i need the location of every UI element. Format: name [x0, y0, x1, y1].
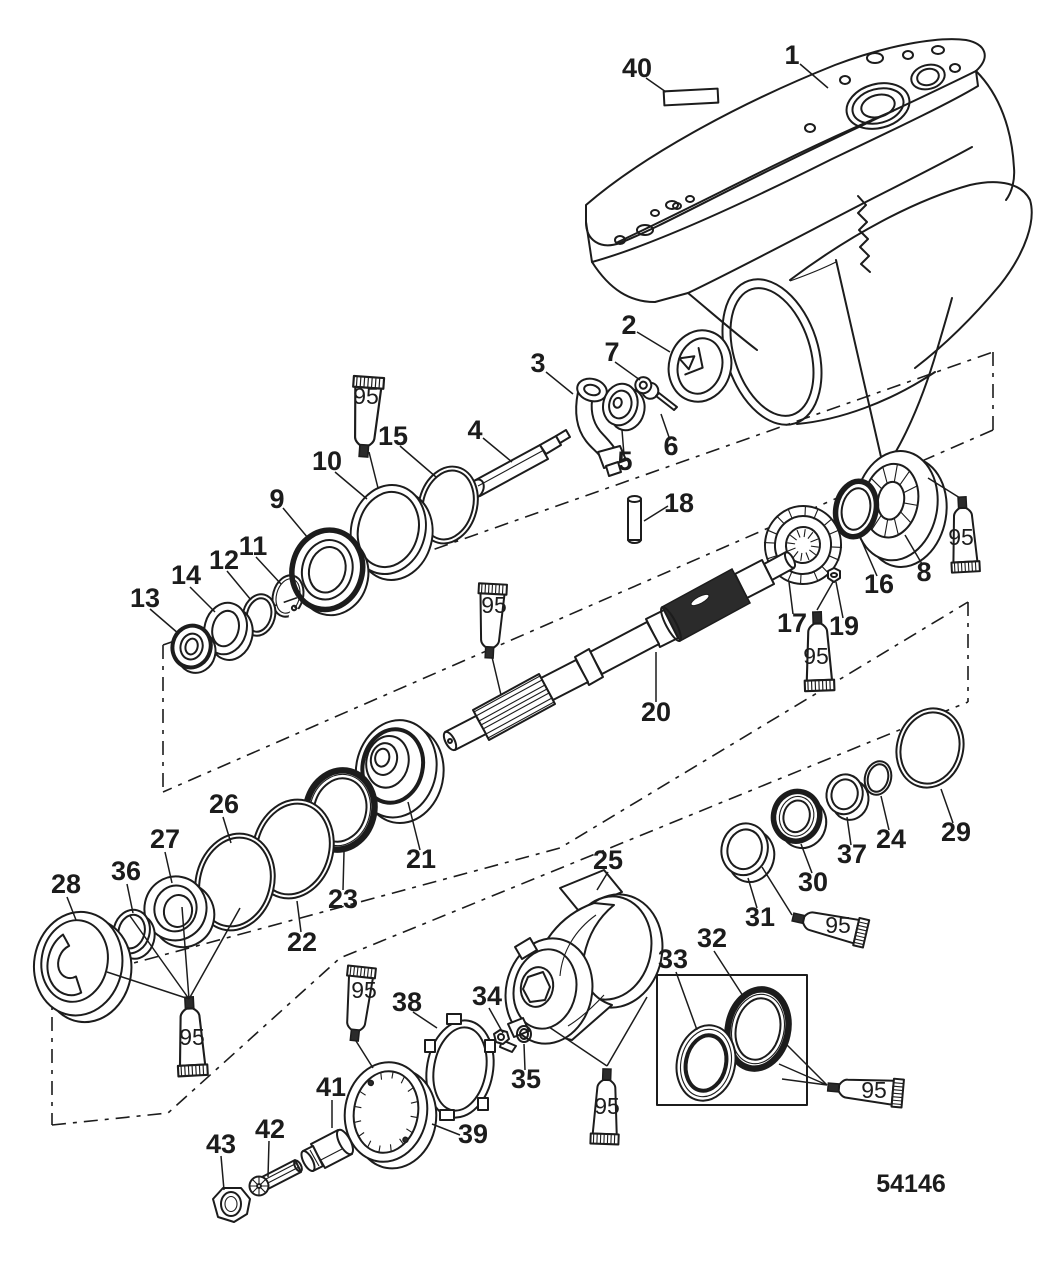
drawing-number: 54146	[876, 1170, 946, 1198]
part-callout-29: 29	[940, 817, 972, 847]
part-42	[250, 1159, 304, 1195]
part-callout-25: 25	[592, 845, 624, 875]
part-callout-20: 20	[640, 697, 672, 727]
part-1-gear-housing	[586, 39, 1032, 470]
part-callout-27: 27	[149, 824, 181, 854]
part-callout-19: 19	[828, 611, 860, 641]
part-callout-40: 40	[621, 53, 653, 83]
part-callout-37: 37	[836, 839, 868, 869]
part-callout-26: 26	[208, 789, 240, 819]
part-callout-14: 14	[170, 560, 202, 590]
part-callout-21: 21	[405, 844, 437, 874]
part-25-bearing-carrier	[496, 870, 673, 1052]
part-20-shaft	[441, 551, 797, 752]
part-callout-43: 43	[205, 1129, 237, 1159]
lube-label: 95	[948, 524, 974, 550]
part-callout-17: 17	[776, 608, 808, 638]
part-callout-28: 28	[50, 869, 82, 899]
lube-label: 95	[825, 912, 851, 938]
seal-detail-box	[657, 975, 807, 1106]
part-callout-23: 23	[327, 884, 359, 914]
part-callout-2: 2	[621, 310, 637, 340]
part-callout-4: 4	[467, 415, 483, 445]
lube-label: 95	[351, 977, 377, 1003]
part-callout-13: 13	[129, 583, 161, 613]
part-31	[714, 818, 781, 887]
part-callout-41: 41	[315, 1072, 347, 1102]
part-callout-9: 9	[269, 484, 285, 514]
part-19	[828, 568, 840, 582]
part-callout-30: 30	[797, 867, 829, 897]
lube-label: 95	[353, 383, 379, 409]
part-callout-36: 36	[110, 856, 142, 886]
lube-label: 95	[861, 1077, 887, 1103]
part-callout-12: 12	[208, 545, 240, 575]
part-callout-5: 5	[617, 446, 633, 476]
part-callout-24: 24	[875, 824, 907, 854]
part-18	[628, 496, 641, 543]
part-29	[888, 701, 972, 795]
part-callout-35: 35	[510, 1064, 542, 1094]
lube-label: 95	[179, 1024, 205, 1050]
part-callout-3: 3	[530, 348, 546, 378]
part-callout-42: 42	[254, 1114, 286, 1144]
lube-label: 95	[594, 1093, 620, 1119]
part-callout-39: 39	[457, 1119, 489, 1149]
part-callout-1: 1	[784, 40, 800, 70]
part-callout-16: 16	[863, 569, 895, 599]
part-callout-22: 22	[286, 927, 318, 957]
part-callout-10: 10	[311, 446, 343, 476]
part-2	[661, 323, 740, 409]
part-callout-33: 33	[657, 944, 689, 974]
part-callout-34: 34	[471, 981, 503, 1011]
part-43	[213, 1188, 250, 1222]
part-callout-15: 15	[377, 421, 409, 451]
part-callout-31: 31	[744, 902, 776, 932]
lube-label: 95	[803, 643, 829, 669]
part-callout-38: 38	[391, 987, 423, 1017]
lube-label: 95	[481, 592, 507, 618]
part-callout-11: 11	[238, 531, 268, 561]
part-callout-18: 18	[663, 488, 695, 518]
part-callout-32: 32	[696, 923, 728, 953]
part-callout-7: 7	[604, 337, 620, 367]
part-30	[767, 786, 833, 853]
part-40	[664, 89, 719, 106]
part-callout-6: 6	[663, 431, 679, 461]
part-callout-8: 8	[916, 557, 932, 587]
part-41	[299, 1127, 356, 1172]
part-6	[656, 393, 677, 410]
